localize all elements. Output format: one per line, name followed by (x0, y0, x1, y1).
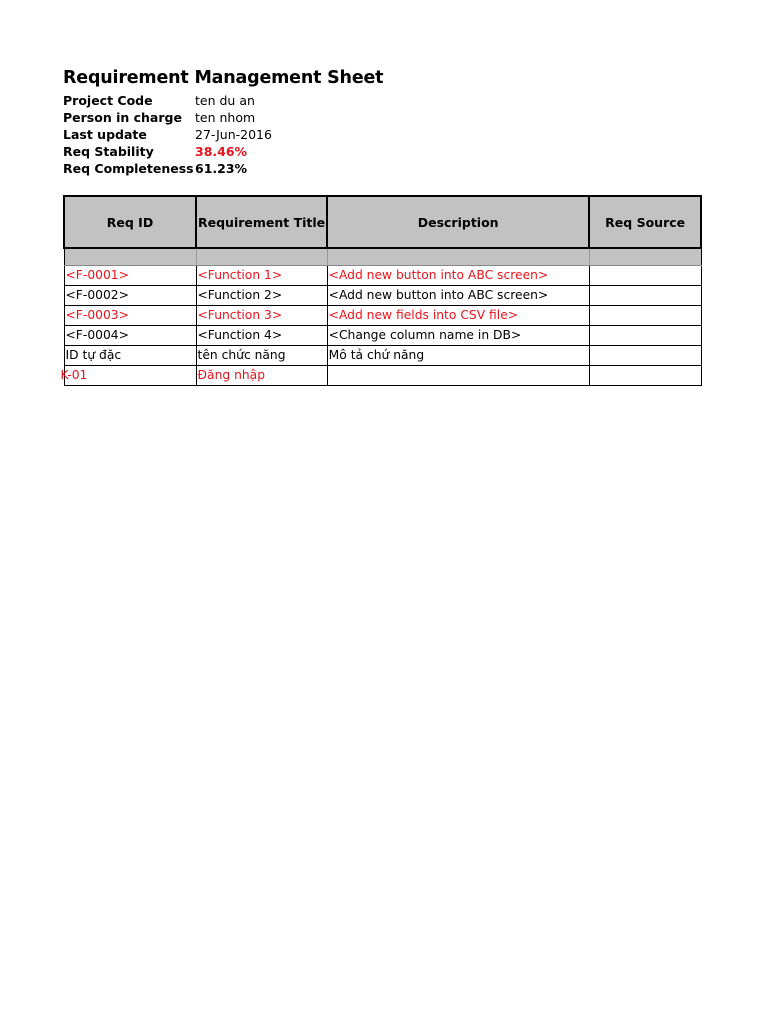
column-header-description: Description (327, 196, 589, 248)
meta-value: ten nhom (195, 110, 256, 125)
cell-requirement-title[interactable]: tên chức năng (196, 345, 327, 365)
cell-req-source[interactable] (589, 265, 701, 285)
cell-req-id[interactable]: <F-0004> (64, 325, 196, 345)
meta-row-req-stability (63, 143, 272, 160)
cell-req-id[interactable]: ID tự đặc (64, 345, 196, 365)
column-header-req-id: Req ID (64, 196, 196, 248)
sheet-title: Requirement Management Sheet (63, 68, 384, 88)
cell-description[interactable]: <Change column name in DB> (327, 325, 589, 345)
cell-requirement-title[interactable]: <Function 2> (196, 285, 327, 305)
meta-row-last-update (63, 126, 272, 143)
cell-req-source[interactable] (589, 325, 701, 345)
table-row (64, 365, 701, 385)
table-row (64, 265, 701, 285)
meta-value: 27-Jun-2016 (195, 127, 272, 142)
table-row (64, 285, 701, 305)
spacer-cell (64, 248, 196, 265)
cell-requirement-title[interactable]: <Function 4> (196, 325, 327, 345)
requirements-table (60, 195, 702, 386)
meta-row-project-code (63, 92, 272, 109)
meta-value: ten du an (195, 93, 255, 108)
table-row (64, 305, 701, 325)
cell-req-id[interactable]: <F-0002> (64, 285, 196, 305)
cell-description[interactable]: <Add new button into ABC screen> (327, 265, 589, 285)
cell-description[interactable]: <Add new fields into CSV file> (327, 305, 589, 325)
spacer-cell (196, 248, 327, 265)
column-header-req-source: Req Source (589, 196, 701, 248)
cell-req-source[interactable] (589, 345, 701, 365)
meta-value: 61.23% (195, 161, 248, 176)
cell-requirement-title[interactable]: <Function 1> (196, 265, 327, 285)
table-header-row (64, 196, 701, 248)
table-row (64, 325, 701, 345)
cell-req-id[interactable]: <F-0003> (64, 305, 196, 325)
table-row (64, 345, 701, 365)
meta-value: 38.46% (195, 144, 248, 159)
cell-requirement-title[interactable]: <Function 3> (196, 305, 327, 325)
meta-row-req-completeness (63, 160, 272, 177)
meta-label: Req Stability (63, 144, 154, 159)
cell-req-id[interactable]: <F-0001> (64, 265, 196, 285)
cell-req-source[interactable] (589, 305, 701, 325)
cell-description[interactable]: <Add new button into ABC screen> (327, 285, 589, 305)
cell-req-id[interactable]: K-01 (64, 365, 196, 385)
cell-req-source[interactable] (589, 285, 701, 305)
meta-label: Last update (63, 127, 147, 142)
cell-description[interactable]: Mô tả chứ năng (327, 345, 589, 365)
project-meta (63, 92, 272, 177)
meta-label: Project Code (63, 93, 153, 108)
meta-label: Person in charge (63, 110, 182, 125)
meta-label: Req Completeness (63, 161, 194, 176)
cell-description[interactable] (327, 365, 589, 385)
cell-req-source[interactable] (589, 365, 701, 385)
spacer-cell (589, 248, 701, 265)
meta-row-person-in-charge (63, 109, 272, 126)
cell-requirement-title[interactable]: Đăng nhập (196, 365, 327, 385)
column-header-requirement-title: Requirement Title (196, 196, 327, 248)
table-spacer-row (64, 248, 701, 265)
spacer-cell (327, 248, 589, 265)
